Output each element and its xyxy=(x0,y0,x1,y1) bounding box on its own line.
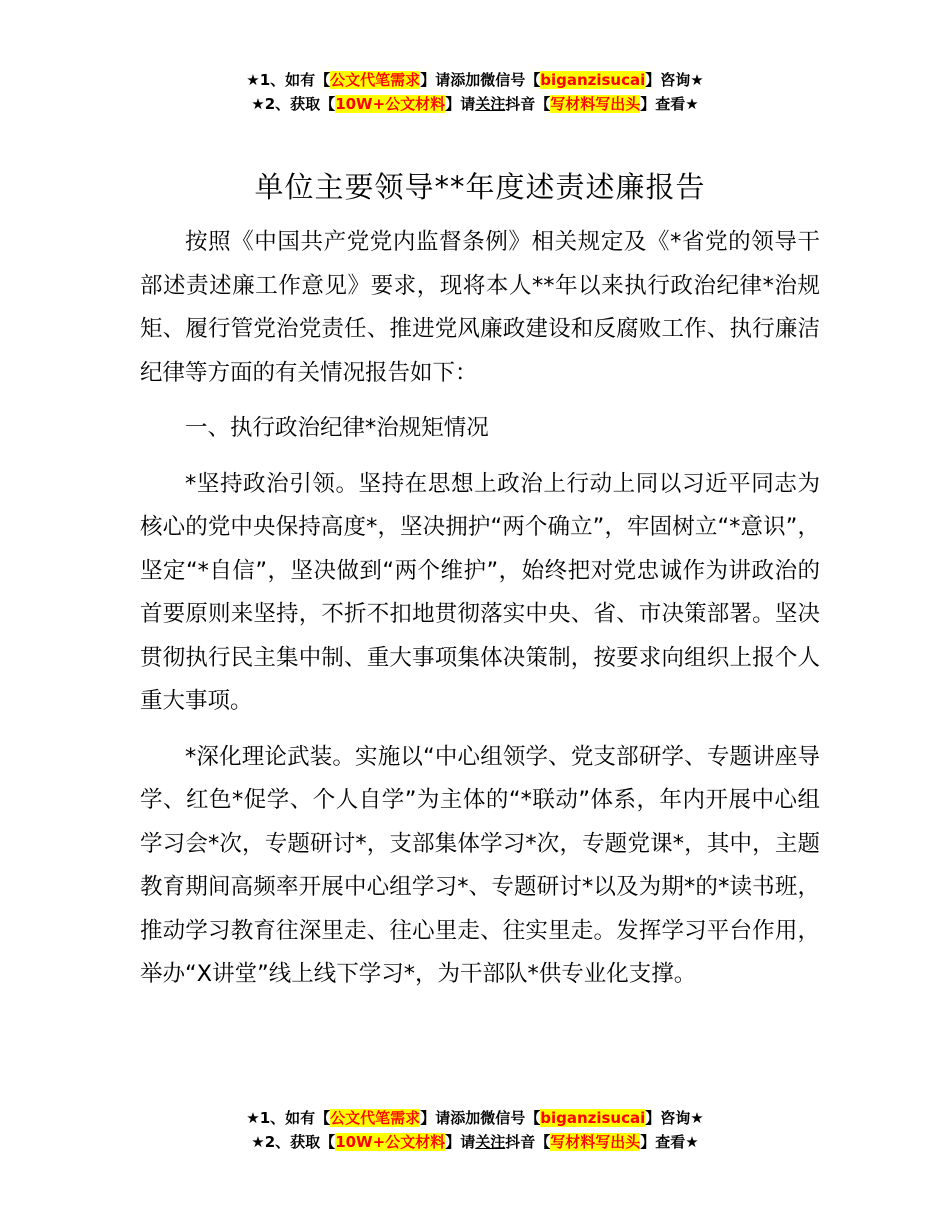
footer-banner xyxy=(0,1106,950,1154)
footer-highlight-wechat-id: biganzisucai xyxy=(540,1109,646,1127)
footer-line2-mid2: 抖音【 xyxy=(505,1133,551,1151)
footer-line1-mid: 】请添加微信号【 xyxy=(420,1109,541,1127)
footer-line2-suffix: 】查看★ xyxy=(640,1133,699,1151)
footer-highlight-douyin-account: 写材料写出头 xyxy=(550,1133,641,1151)
banner-line2-prefix: ★2、获取【 xyxy=(251,95,336,113)
banner-line-2 xyxy=(0,92,950,116)
footer-line1-prefix: ★1、如有【 xyxy=(246,1109,331,1127)
footer-underlined-follow: 关注 xyxy=(475,1133,506,1151)
banner-highlight-materials: 10W+公文材料 xyxy=(335,95,446,113)
body-paragraph-theory-study: *深化理论武装。实施以“中心组领学、党支部研学、专题讲座导学、红色*促学、个人自学”为主体的“*联动”体系，年内开展中心组学习会*次，专题研讨*，支部集体学习*次，专题党课*，其中，主题教育期间高频率开展中心组学习*、专题研讨*以及为期*的*读书班，推动学习教育往深里走、往心里走、往实里走。发挥学习平台作用，举办“X讲堂”线上线下学习*，为干部队*供专业化支撑。 xyxy=(140,743,820,987)
footer-line2-mid1: 】请 xyxy=(445,1133,476,1151)
banner-line1-prefix: ★1、如有【 xyxy=(246,71,331,89)
header-banner xyxy=(0,68,950,116)
banner-line1-suffix: 】咨询★ xyxy=(645,71,704,89)
footer-highlight-ghostwriting: 公文代笔需求 xyxy=(330,1109,421,1127)
banner-line1-mid: 】请添加微信号【 xyxy=(420,71,541,89)
intro-paragraph: 按照《中国共产党党内监督条例》相关规定及《*省党的领导干部述责述廉工作意见》要求，现将本人**年以来执行政治纪律*治规矩、履行管党治党责任、推进党风廉政建设和反腐败工作、执行廉洁纪律等方面的有关情况报告如下： xyxy=(140,229,820,386)
section-heading: 一、执行政治纪律*治规矩情况 xyxy=(185,415,489,441)
banner-highlight-ghostwriting: 公文代笔需求 xyxy=(330,71,421,89)
banner-line-1 xyxy=(0,68,950,92)
banner-highlight-douyin-account: 写材料写出头 xyxy=(550,95,641,113)
footer-line2-prefix: ★2、获取【 xyxy=(251,1133,336,1151)
document-body xyxy=(140,165,820,1009)
footer-highlight-materials: 10W+公文材料 xyxy=(335,1133,446,1151)
banner-line2-suffix: 】查看★ xyxy=(640,95,699,113)
footer-banner-line-1 xyxy=(0,1106,950,1130)
body-paragraph-political-leadership: *坚持政治引领。坚持在思想上政治上行动上同以习近平同志为核心的党中央保持高度*，坚决拥护“两个确立”，牢固树立“*意识”，坚定“*自信”，坚决做到“两个维护”，始终把对党忠诚作为讲政治的首要原则来坚持，不折不扣地贯彻落实中央、省、市决策部署。坚决贯彻执行民主集中制、重大事项集体决策制，按要求向组织上报个人重大事项。 xyxy=(140,470,820,714)
document-title: 单位主要领导**年度述责述廉报告 xyxy=(254,170,706,204)
banner-highlight-wechat-id: biganzisucai xyxy=(540,71,646,89)
banner-line2-mid1: 】请 xyxy=(445,95,476,113)
banner-underlined-follow: 关注 xyxy=(475,95,506,113)
footer-banner-line-2 xyxy=(0,1130,950,1154)
banner-line2-mid2: 抖音【 xyxy=(505,95,551,113)
footer-line1-suffix: 】咨询★ xyxy=(645,1109,704,1127)
